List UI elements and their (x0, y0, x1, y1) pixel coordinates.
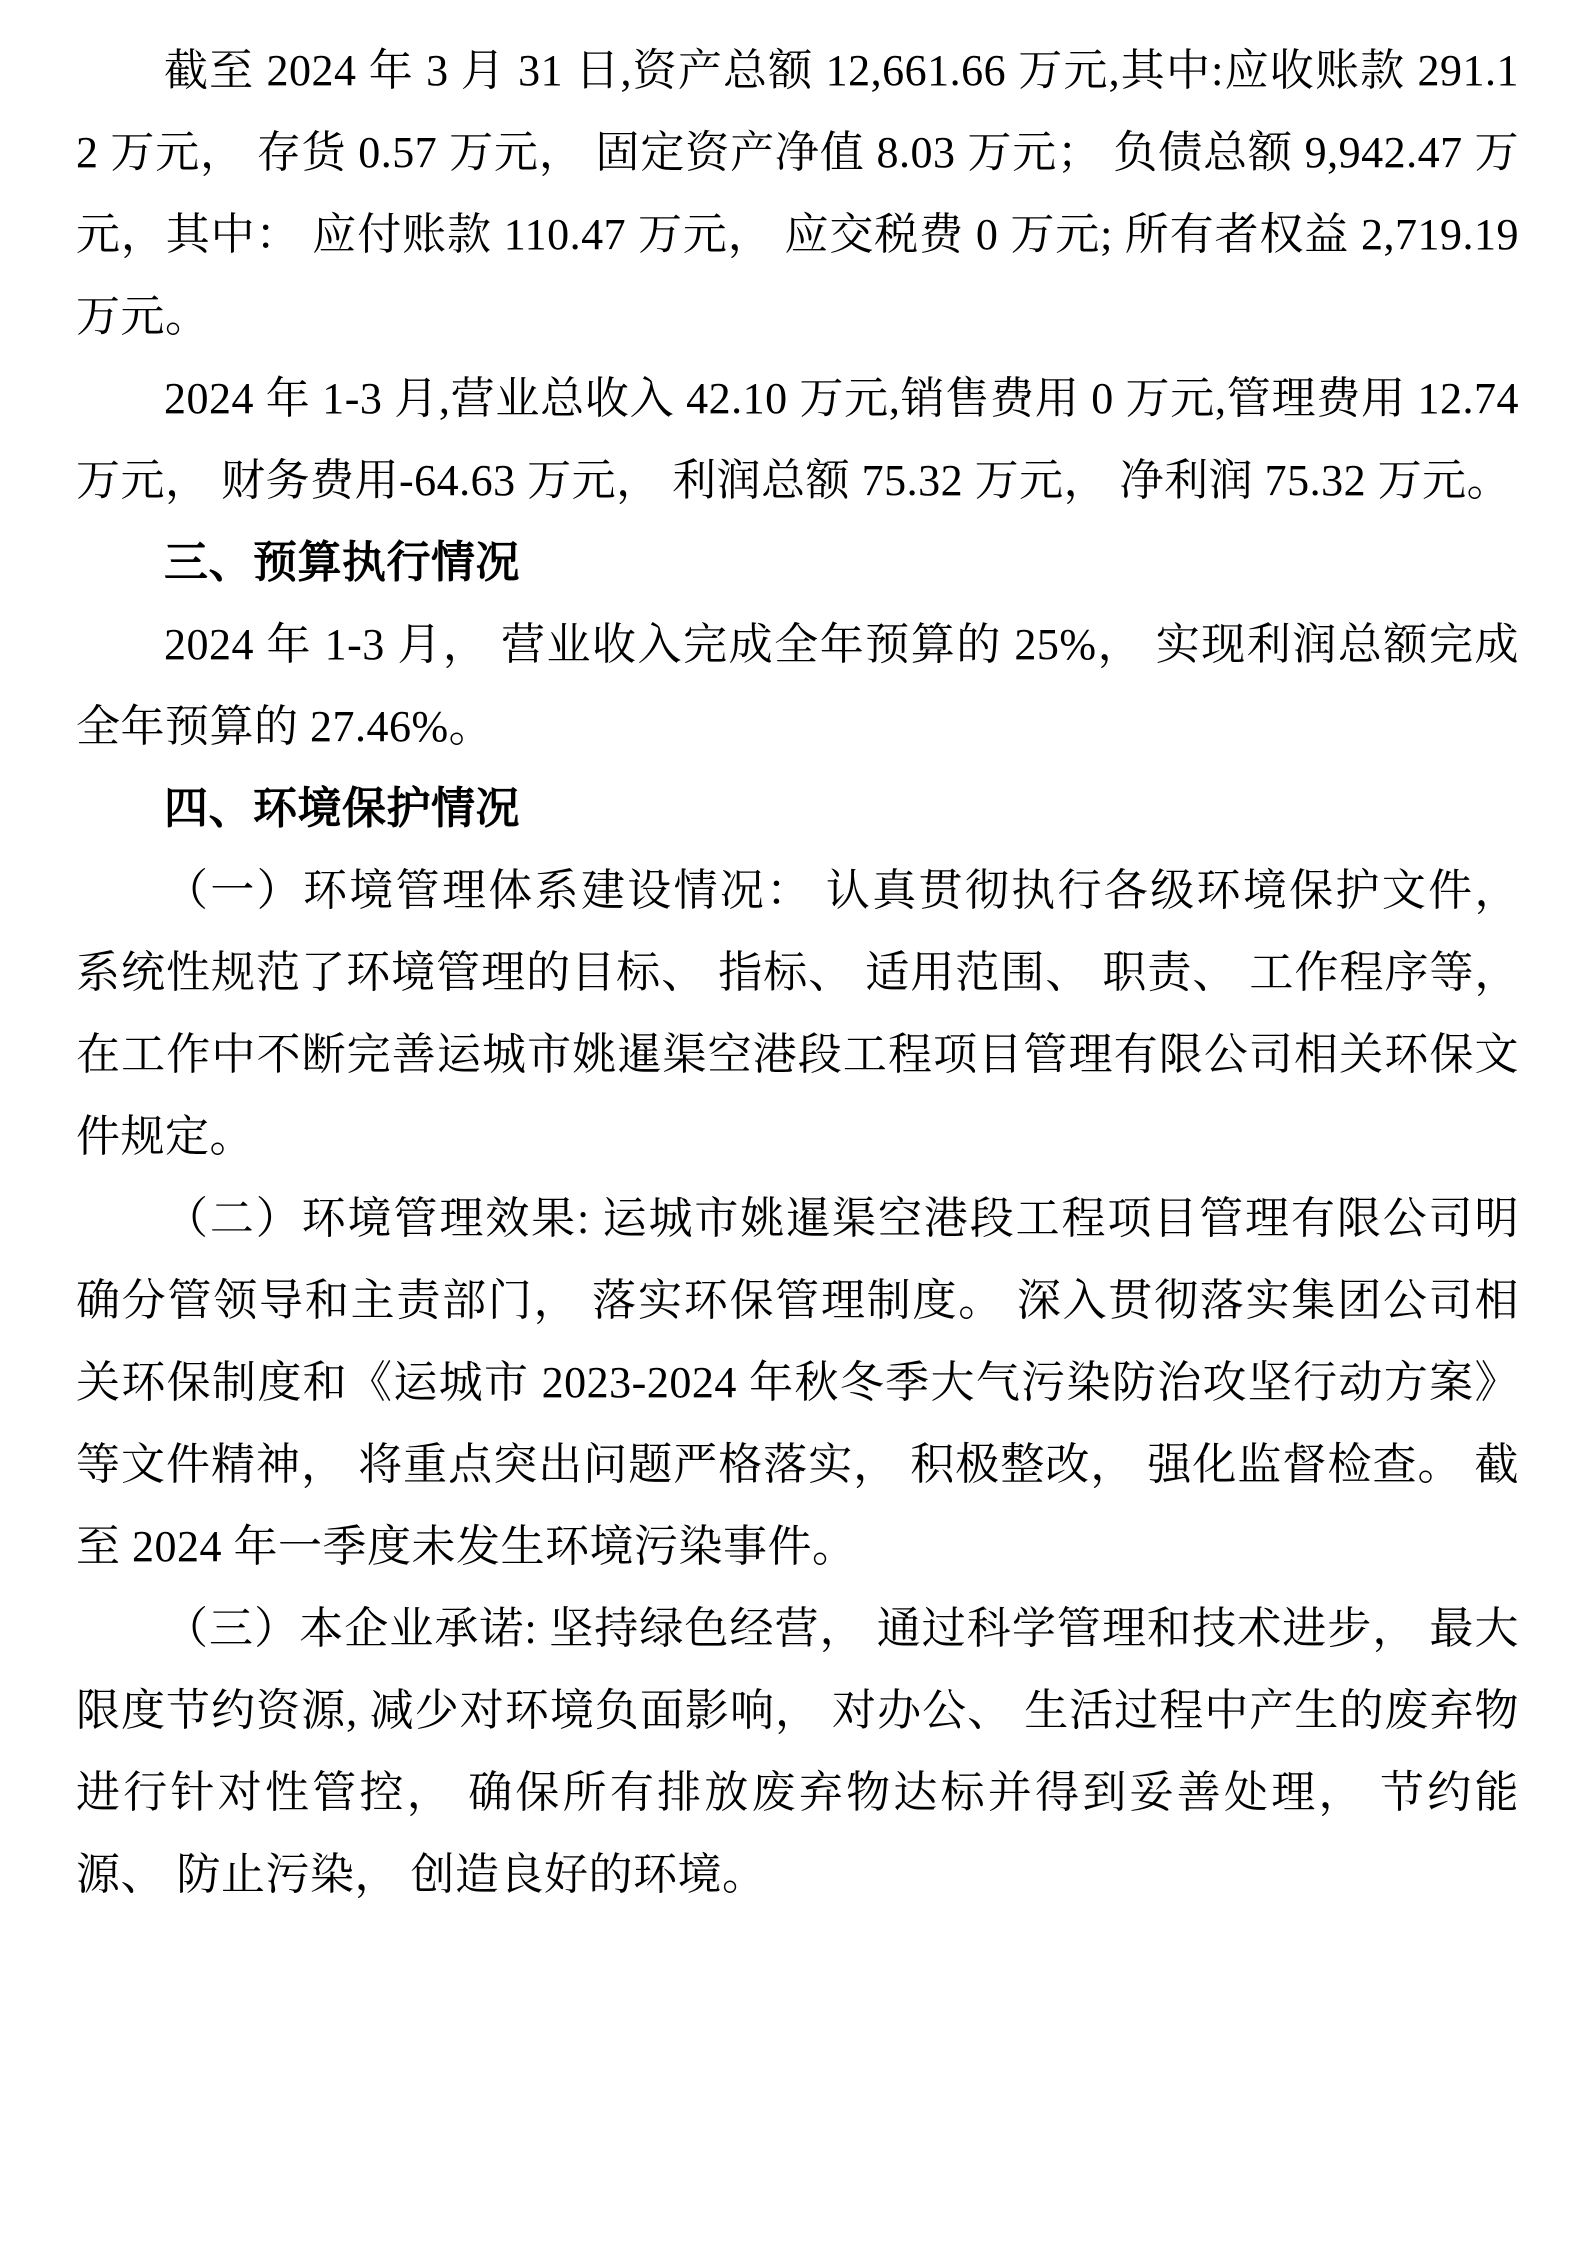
paragraph-env-management-system: （一）环境管理体系建设情况： 认真贯彻执行各级环境保护文件， 系统性规范了环境管理的目标、 指标、 适用范围、 职责、 工作程序等， 在工作中不断完善运城市姚暹渠空港段工程项目管理有限公司相关环保文件规定。 (76, 866, 1519, 1161)
paragraph-env-commitment: （三）本企业承诺: 坚持绿色经营， 通过科学管理和技术进步， 最大限度节约资源, 减少对环境负面影响， 对办公、 生活过程中产生的废弃物进行针对性管控， 确保所有排放废弃物达标并得到妥善处理， 节约能源、 防止污染， 创造良好的环境。 (76, 1604, 1519, 1899)
section-heading-budget-execution: 三、预算执行情况 (164, 538, 520, 587)
paragraph-budget-execution: 2024 年 1-3 月， 营业收入完成全年预算的 25%， 实现利润总额完成全年预算的 27.46%。 (76, 620, 1519, 751)
section-heading-environmental-protection: 四、环境保护情况 (164, 784, 520, 833)
paragraph-env-management-effect: （二）环境管理效果: 运城市姚暹渠空港段工程项目管理有限公司明确分管领导和主责部门， 落实环保管理制度。 深入贯彻落实集团公司相关环保制度和《运城市 2023-2024 年秋冬季大气污染防治攻坚行动方案》等文件精神， 将重点突出问题严格落实， 积极整改， 强化监督检查。 截至 2024 年一季度未发生环境污染事件。 (76, 1194, 1519, 1571)
paragraph-income-statement: 2024 年 1-3 月,营业总收入 42.10 万元,销售费用 0 万元,管理费用 12.74 万元， 财务费用-64.63 万元， 利润总额 75.32 万元， 净利润 75.32 万元。 (76, 374, 1519, 505)
paragraph-financial-position: 截至 2024 年 3 月 31 日,资产总额 12,661.66 万元,其中:应收账款 291.12 万元， 存货 0.57 万元， 固定资产净值 8.03 万元； 负债总额 9,942.47 万元，其中： 应付账款 110.47 万元， 应交税费 0 万元; 所有者权益 2,719.19 万元。 (76, 46, 1519, 341)
